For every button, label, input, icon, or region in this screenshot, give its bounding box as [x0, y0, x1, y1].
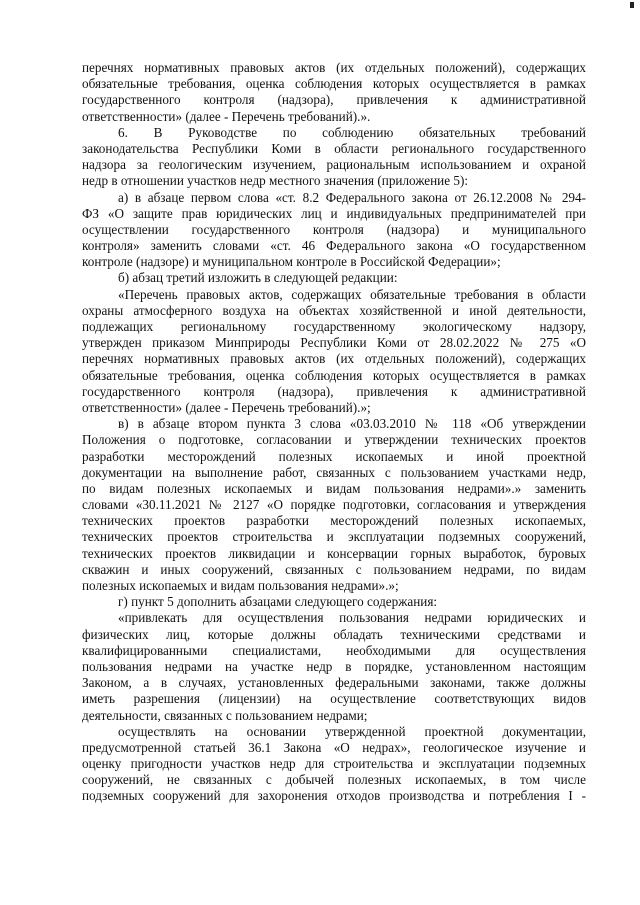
text-line: предусмотренной статьей 36.1 Закона «О недрах», геологическое изучение и	[82, 739, 586, 755]
text-line: «Перечень правовых актов, содержащих обязательные требования в области	[118, 286, 586, 302]
text-line: технических проектов ликвидации и консервации горных выработок, буровых	[82, 545, 586, 561]
text-line: осуществлять на основании утвержденной проектной документации,	[118, 723, 586, 739]
text-line: физических лиц, которые должны обладать техническими средствами и	[82, 626, 586, 642]
text-line: скважин и иных сооружений, связанных с пользованием недрами, по видам	[82, 561, 586, 577]
text-line: полезных ископаемых и видам пользования недрами».»;	[82, 578, 399, 593]
text-line: квалифицированными специалистами, необходимыми для осуществления	[82, 642, 586, 658]
text-line: охраны атмосферного воздуха на объектах хозяйственной и иной деятельности,	[82, 302, 586, 318]
text-line: по видам полезных ископаемых и видам пользования недрами».» заменить	[82, 480, 586, 496]
text-line: 6. В Руководстве по соблюдению обязательных требований	[118, 124, 586, 140]
text-line: пользования недрами на участке недр в порядке, установленном настоящим	[82, 658, 586, 674]
text-line: контроля» заменить словами «ст. 46 Федерального закона «О государственном	[82, 238, 586, 254]
text-line: документации на выполнение работ, связанных с пользованием участками недр,	[82, 464, 586, 480]
text-line: обязательные требования, оценка соблюдения которых осуществляется в рамках	[82, 76, 586, 92]
text-line: государственного контроля (надзора), привлечения к административной	[82, 383, 586, 399]
text-line: перечнях нормативных правовых актов (их отдельных положений), содержащих	[82, 60, 586, 75]
text-line: разработки месторождений полезных ископаемых и иной проектной	[82, 448, 586, 464]
text-line: подземных сооружений для захоронения отходов производства и потребления I -	[82, 788, 586, 804]
text-line: надзора за геологическим изучением, рациональным использованием и охраной	[82, 157, 586, 173]
text-line: Законом, а в случаях, установленных федеральными законами, также должны	[82, 675, 586, 691]
corner-mark	[630, 2, 634, 8]
text-line: деятельности, связанных с пользованием недрами;	[82, 707, 368, 723]
text-line: перечнях нормативных правовых актов (их отдельных положений), содержащих	[82, 351, 586, 367]
text-line: словами «30.11.2021 № 2127 «О порядке подготовки, согласования и утверждения	[82, 497, 586, 513]
text-line: иметь разрешения (лицензии) на осуществление соответствующих видов	[82, 691, 586, 707]
text-line: законодательства Республики Коми в области регионального государственного	[82, 140, 586, 156]
text-line: технических проектов строительства и эксплуатации подземных сооружений,	[82, 529, 586, 545]
text-line: утвержден приказом Минприроды Республики Коми от 28.02.2022 № 275 «О	[82, 335, 586, 351]
text-line: г) пункт 5 дополнить абзацами следующего содержания:	[118, 594, 438, 610]
text-line: в) в абзаце втором пункта 3 слова «03.03.2010 № 118 «Об утверждении	[118, 416, 586, 432]
text-line: б) абзац третий изложить в следующей редакции:	[118, 270, 398, 286]
text-line: Положения о подготовке, согласовании и утверждении технических проектов	[82, 432, 586, 448]
text-line: ответственности» (далее - Перечень требований).».	[82, 108, 371, 124]
text-line: ФЗ «О защите прав юридических лиц и индивидуальных предпринимателей при	[82, 205, 586, 221]
text-line: оценку пригодности участков недр для строительства и эксплуатации подземных	[82, 756, 586, 772]
document-body	[82, 60, 586, 805]
text-line: технических проектов разработки месторождений полезных ископаемых,	[82, 513, 586, 529]
text-line: а) в абзаце первом слова «ст. 8.2 Федерального закона от 26.12.2008 № 294-	[118, 189, 586, 205]
text-line: «привлекать для осуществления пользования недрами юридических и	[118, 610, 586, 626]
text-line: ответственности» (далее - Перечень требований).»;	[82, 399, 371, 415]
text-line: сооружений, не связанных с добычей полезных ископаемых, в том числе	[82, 772, 586, 788]
text-line: осуществлении государственного контроля (надзора) и муниципального	[82, 221, 586, 237]
text-line: недр в отношении участков недр местного значения (приложение 5):	[82, 173, 469, 189]
text-line: подлежащих региональному государственному экологическому надзору,	[82, 319, 586, 334]
text-line: государственного контроля (надзора), привлечения к административной	[82, 92, 586, 108]
text-line: обязательные требования, оценка соблюдения которых осуществляется в рамках	[82, 367, 586, 383]
text-line: контроле (надзоре) и муниципальном контроле в Российской Федерации»;	[82, 254, 501, 270]
